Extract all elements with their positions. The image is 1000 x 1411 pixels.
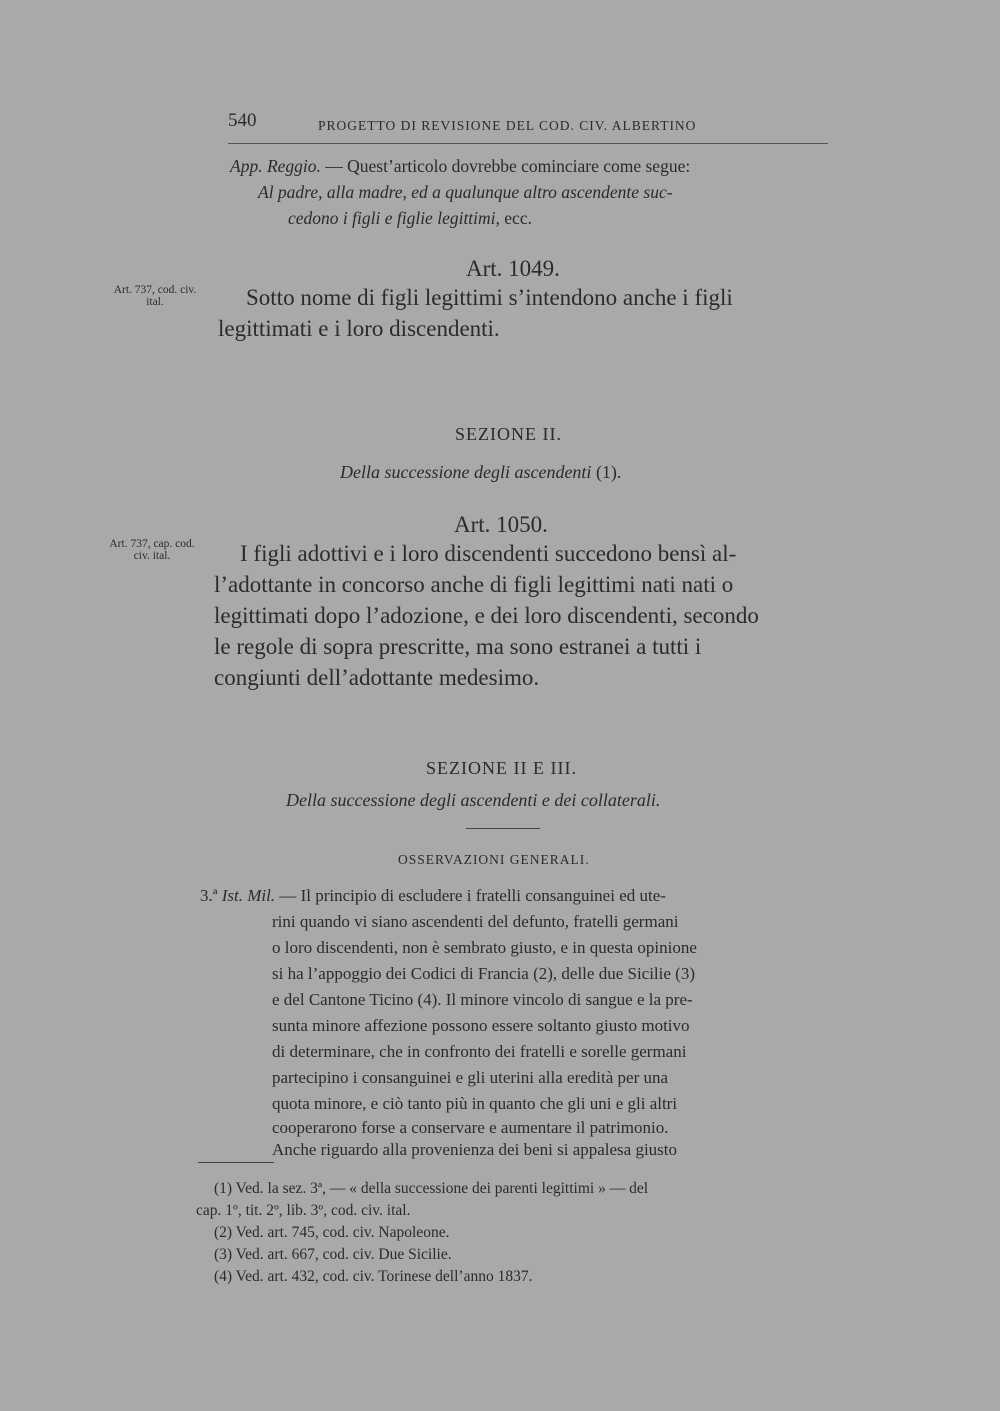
osservazioni-line11: Anche riguardo alla provenienza dei beni si appalesa giusto [272,1140,678,1159]
reggio-note-line1 [230,156,690,177]
osservazioni-heading: OSSERVAZIONI GENERALI. [398,852,590,867]
reggio-note-line2: Al padre, alla madre, ed a qualunque altro ascendente suc- [258,182,673,202]
footnote-4: (4) Ved. art. 432, cod. civ. Torinese dell’anno 1837. [214,1268,533,1285]
sezione-2-subtitle [340,462,621,483]
footnote-rule [198,1162,274,1163]
reggio-line3-rest: ecc. [499,208,532,228]
art-1049-line2: legittimati e i loro discendenti. [218,316,500,341]
section-divider [466,828,540,829]
osservazioni-source: Ist. Mil. [221,886,276,905]
footnote-3: (3) Ved. art. 667, cod. civ. Due Sicilie. [214,1246,452,1263]
margin-note-line: ital. [146,296,164,308]
osservazioni-line9: quota minore, e ciò tanto più in quanto che gli uni e gli altri [272,1094,678,1113]
art-1049-line1: Sotto nome di figli legittimi s’intendono anche i figli [246,285,733,310]
footnote-2: (2) Ved. art. 745, cod. civ. Napoleone. [214,1224,450,1241]
osservazioni-line1-rest: — Il principio di escludere i fratelli consanguinei ed ute- [275,886,666,905]
osservazioni-line5: e del Cantone Ticino (4). Il minore vincolo di sangue e la pre- [272,990,693,1009]
art-1050-line2: l’adottante in concorso anche di figli legittimi nati nati o [214,572,734,597]
osservazioni-line3: o loro discendenti, non è sembrato giusto, e in questa opinione [272,938,697,957]
osservazioni-line8: partecipino i consanguinei e gli uterini alla eredità per una [272,1068,669,1087]
art-1050-line3: legittimati dopo l’adozione, e dei loro discendenti, secondo [214,603,759,628]
art-1050-line1: I figli adottivi e i loro discendenti succedono bensì al- [240,541,737,566]
margin-note-line: civ. ital. [133,550,171,562]
osservazioni-line2: rini quando vi siano ascendenti del defunto, fratelli germani [272,912,679,931]
osservazioni-prefix: 3.ª [200,886,218,905]
page-number: 540 [228,110,257,131]
art-1050-margin-note [92,538,212,562]
sezione-2-3-subtitle: Della successione degli ascendenti e dei collaterali. [286,790,661,810]
osservazioni-line6: sunta minore affezione possono essere soltanto giusto motivo [272,1016,690,1035]
art-1050-line4: le regole di sopra prescritte, ma sono estranei a tutti i [214,634,702,659]
reggio-source: App. Reggio. [230,156,321,176]
osservazioni-line7: di determinare, che in confronto dei fratelli e sorelle germani [272,1042,687,1061]
osservazioni-line1 [200,886,666,906]
art-1050-title: Art. 1050. [454,512,548,537]
header-rule [228,143,828,144]
art-1049-margin-note [100,284,210,308]
reggio-note-line3 [288,208,532,229]
reggio-line1-rest: — Quest’articolo dovrebbe cominciare come segue: [320,156,691,176]
footnote-1-line2: cap. 1º, tit. 2º, lib. 3º, cod. civ. ital. [196,1202,411,1219]
reggio-line3-italic: cedono i figli e figlie legittimi, [288,208,500,228]
sezione-2-3-title: SEZIONE II E III. [426,758,577,778]
footnote-ref-1: (1). [591,462,622,482]
osservazioni-line4: si ha l’appoggio dei Codici di Francia (2), delle due Sicilie (3) [272,964,695,983]
art-1049-title: Art. 1049. [466,256,560,281]
osservazioni-line10: cooperarono forse a conservare e aumentare il patrimonio. [272,1118,669,1137]
margin-note-line: Art. 737, cap. cod. [109,538,195,550]
footnote-1-line1: (1) Ved. la sez. 3ª, — « della successione dei parenti legittimi » — del [214,1180,648,1197]
sezione-2-subtitle-text: Della successione degli ascendenti [340,462,592,482]
sezione-2-title: SEZIONE II. [455,424,562,444]
margin-note-line: Art. 737, cod. civ. [113,284,197,296]
running-title: PROGETTO DI REVISIONE DEL COD. CIV. ALBERTINO [318,118,697,133]
art-1050-line5: congiunti dell’adottante medesimo. [214,665,540,690]
